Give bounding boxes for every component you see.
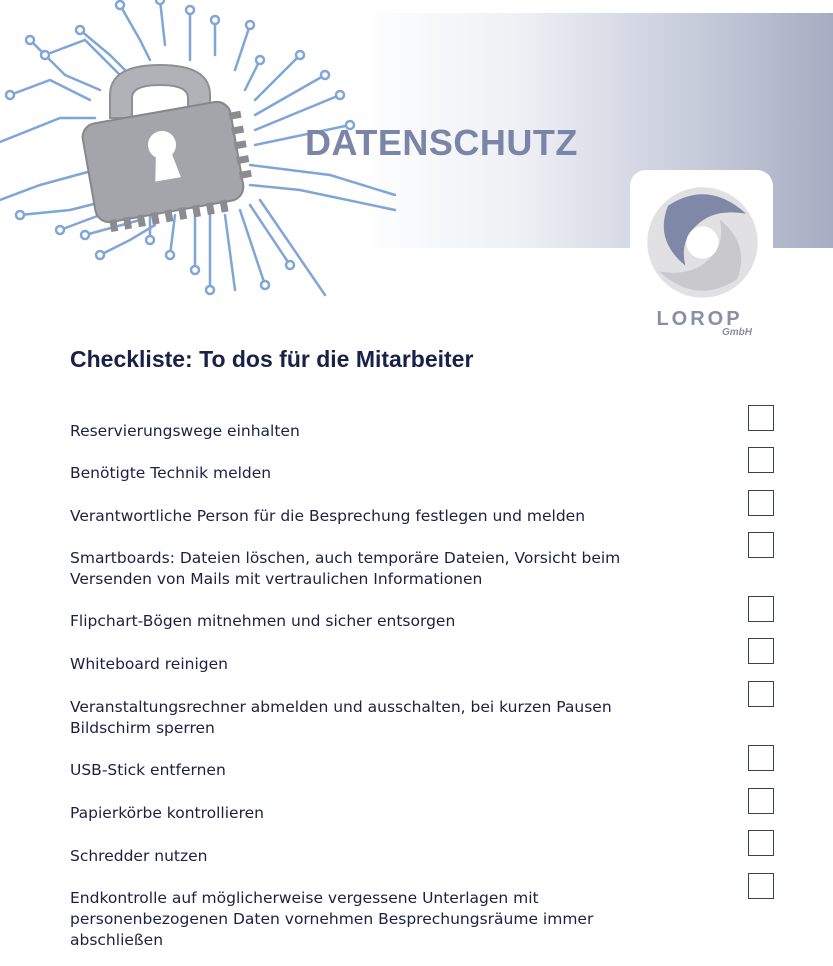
checklist-item-label: Flipchart-Bögen mitnehmen und sicher entsorgen xyxy=(70,612,456,630)
checklist-item-label: Endkontrolle auf möglicherweise vergessene Unterlagen mit personenbezogenen Daten vornehmen Besprechungsräume immer abschließen xyxy=(70,889,594,949)
checklist-item-label: Whiteboard reinigen xyxy=(70,655,228,673)
checklist-item-label: Reservierungswege einhalten xyxy=(70,422,300,440)
checklist-heading: Checkliste: To dos für die Mitarbeiter xyxy=(70,346,474,372)
checklist-checkbox[interactable] xyxy=(748,745,774,771)
checklist-checkbox[interactable] xyxy=(748,532,774,558)
checklist-item-label: Smartboards: Dateien löschen, auch temporäre Dateien, Vorsicht beim Versenden von Mails mit vertraulichen Informationen xyxy=(70,549,621,588)
checklist-checkbox[interactable] xyxy=(748,830,774,856)
logo-name: LOROP xyxy=(656,308,743,330)
checklist-checkbox[interactable] xyxy=(748,405,774,431)
checklist-checkbox[interactable] xyxy=(748,788,774,814)
page-title: DATENSCHUTZ xyxy=(305,122,578,163)
checklist-item-label: Schredder nutzen xyxy=(70,847,208,865)
checklist-checkbox[interactable] xyxy=(748,873,774,899)
checklist-item-label: Verantwortliche Person für die Besprechung festlegen und melden xyxy=(70,507,586,525)
checklist-checkbox[interactable] xyxy=(748,490,774,516)
logo-subtitle: GmbH xyxy=(722,327,752,338)
checklist-checkbox[interactable] xyxy=(748,638,774,664)
checklist-checkbox[interactable] xyxy=(748,681,774,707)
checklist-item-label: USB-Stick entfernen xyxy=(70,761,226,779)
checklist-checkbox[interactable] xyxy=(748,447,774,473)
lorop-logo-icon xyxy=(645,185,760,300)
checklist-item-label: Veranstaltungsrechner abmelden und ausschalten, bei kurzen Pausen Bildschirm sperren xyxy=(70,698,612,737)
checklist-checkbox[interactable] xyxy=(748,596,774,622)
checklist-item-label: Benötigte Technik melden xyxy=(70,464,272,482)
checklist-item-label: Papierkörbe kontrollieren xyxy=(70,804,264,822)
